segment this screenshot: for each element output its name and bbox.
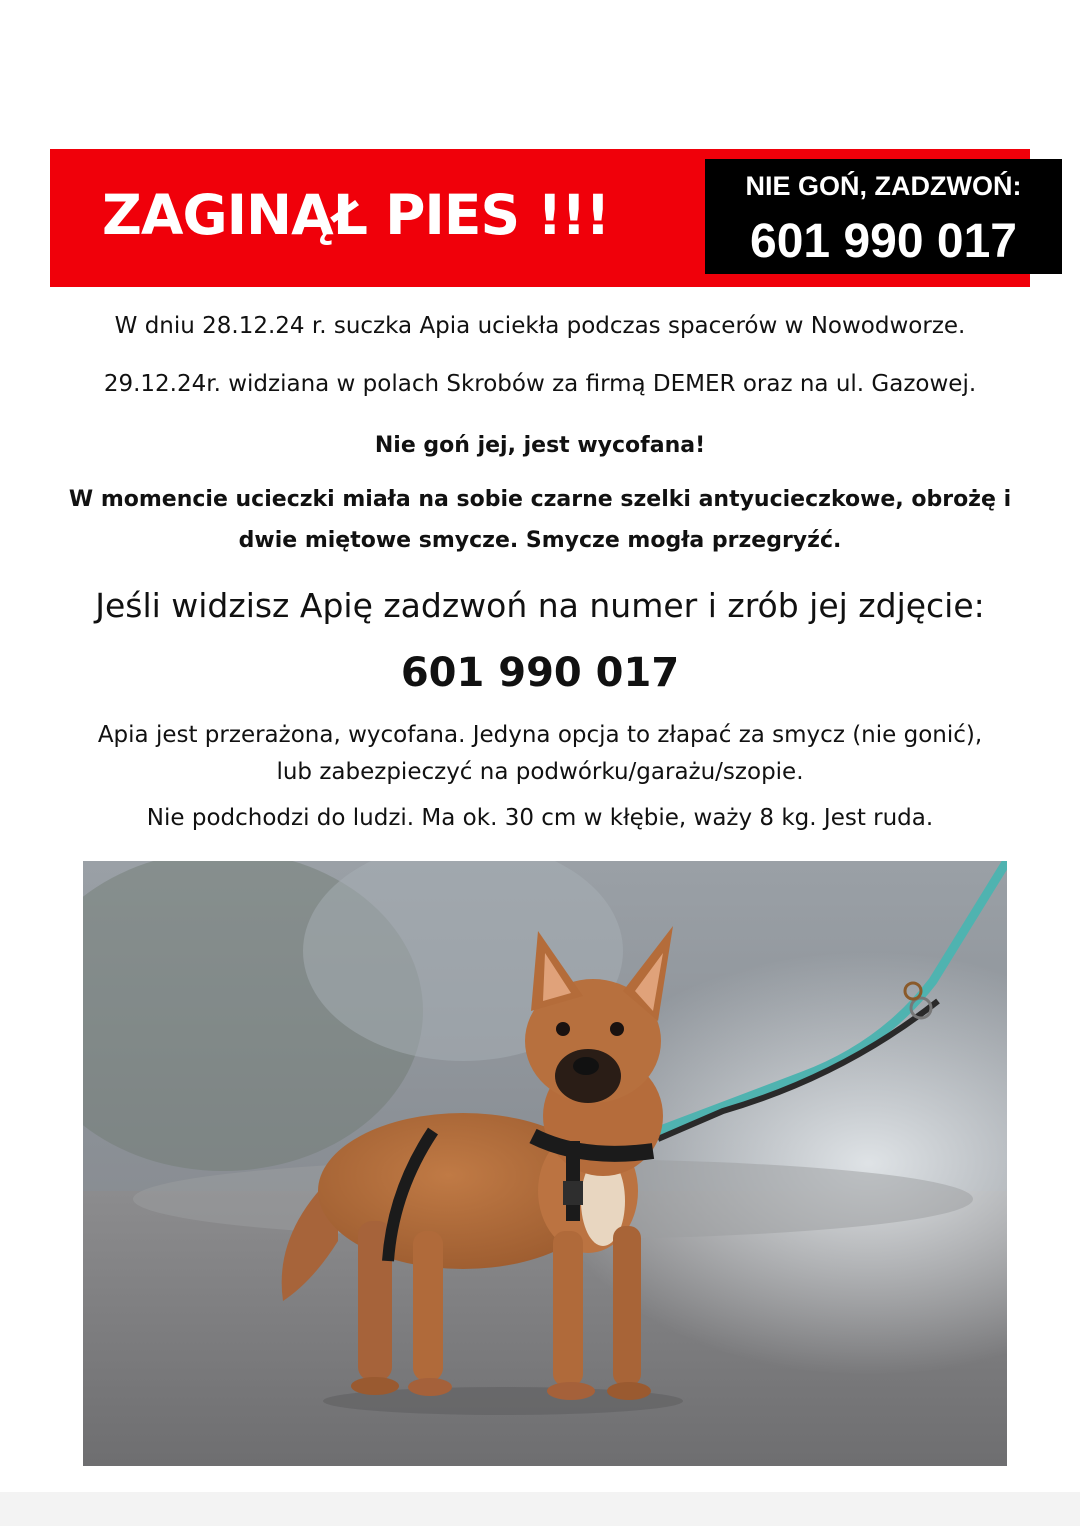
dog-photo [83,861,1007,1466]
header-banner [50,149,1030,287]
info-line-sighting: 29.12.24r. widziana w polach Skrobów za firmą DEMER oraz na ul. Gazowej. [103,371,977,397]
equipment-line-1: W momencie ucieczki miała na sobie czarne szelki antyucieczkowe, obrożę i [68,487,1012,512]
poster-title: ZAGINĄŁ PIES !!! [102,183,610,247]
bottom-strip [0,1492,1080,1526]
advice-line-1: Apia jest przerażona, wycofana. Jedyna opcja to złapać za smycz (nie gonić), [97,722,983,748]
call-label: NIE GOŃ, ZADZWOŃ: [745,171,1022,201]
advice-line-2: lub zabezpieczyć na podwórku/garażu/szopie. [276,759,804,785]
call-number[interactable]: 601 990 017 [750,215,1017,268]
equipment-line-2: dwie miętowe smycze. Smycze mogła przegryźć. [238,528,842,553]
info-line-date: W dniu 28.12.24 r. suczka Apia uciekła podczas spacerów w Nowodworze. [114,313,966,339]
warning-line: Nie goń jej, jest wycofana! [374,433,706,458]
call-to-action: Jeśli widzisz Apię zadzwoń na numer i zrób jej zdjęcie: [95,586,985,625]
description-line: Nie podchodzi do ludzi. Ma ok. 30 cm w kłębie, waży 8 kg. Jest ruda. [146,805,934,831]
phone-number[interactable]: 601 990 017 [400,650,680,696]
call-box [705,159,1062,274]
